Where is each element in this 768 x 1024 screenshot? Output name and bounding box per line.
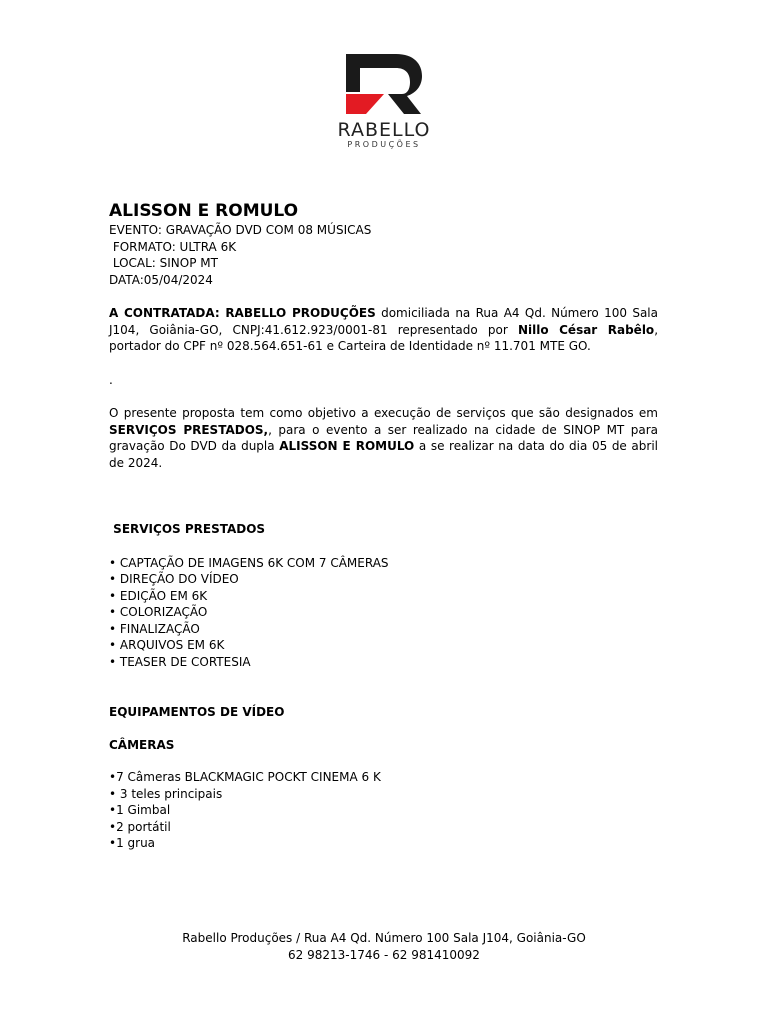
contractor-paragraph: A CONTRATADA: RABELLO PRODUÇÕES domiciliada na Rua A4 Qd. Número 100 Sala J104, Goiânia-GO, CNPJ:41.612.923/0001-81 representado por Nillo César Rabêlo, portador do CPF nº 028.564.651-61 e Carteira de Identidade nº 11.701 MTE GO. xyxy=(109,306,659,353)
services-list xyxy=(109,555,658,671)
cameras-heading: CÂMERAS xyxy=(109,737,175,752)
date-line: DATA:05/04/2024 xyxy=(109,272,213,287)
list-item: •1 grua xyxy=(109,836,156,850)
services-heading: SERVIÇOS PRESTADOS xyxy=(109,522,266,536)
list-item: • DIREÇÃO DO VÍDEO xyxy=(109,572,239,586)
event-line: EVENTO: GRAVAÇÃO DVD COM 08 MÚSICAS xyxy=(109,223,372,237)
equipment-list xyxy=(109,769,658,852)
brand-name: RABELLO xyxy=(337,119,431,141)
footer-address: Rabello Produções / Rua A4 Qd. Número 100 Sala J104, Goiânia-GO xyxy=(182,931,586,945)
list-item: • TEASER DE CORTESIA xyxy=(109,654,251,669)
document-body xyxy=(109,200,658,852)
list-item: •1 Gimbal xyxy=(109,803,171,817)
format-line: FORMATO: ULTRA 6K xyxy=(109,239,237,254)
location-line: LOCAL: SINOP MT xyxy=(109,256,218,270)
list-item: • FINALIZAÇÃO xyxy=(109,621,200,636)
footer-phones: 62 98213-1746 - 62 981410092 xyxy=(288,947,480,962)
brand-subtitle: PRODUÇÕES xyxy=(347,140,421,149)
list-item: • 3 teles principais xyxy=(109,786,223,801)
page-footer xyxy=(0,930,768,963)
list-item: •2 portátil xyxy=(109,819,171,834)
proposal-paragraph: O presente proposta tem como objetivo a execução de serviços que são designados em SERVIÇOS PRESTADOS,, para o evento a ser realizado na cidade de SINOP MT para gravação Do DVD da dupla ALISSON E ROMULO a se realizar na data do dia 05 de abril de 2024. xyxy=(109,406,658,470)
rabello-r-logo-icon xyxy=(344,52,424,118)
list-item: • CAPTAÇÃO DE IMAGENS 6K COM 7 CÂMERAS xyxy=(109,555,389,570)
list-item: •7 Câmeras BLACKMAGIC POCKT CINEMA 6 K xyxy=(109,770,381,784)
list-item: • COLORIZAÇÃO xyxy=(109,605,208,619)
contractor-label: A CONTRATADA: RABELLO PRODUÇÕES xyxy=(109,306,376,320)
equipment-heading: EQUIPAMENTOS DE VÍDEO xyxy=(109,705,285,719)
document-title: ALISSON E ROMULO xyxy=(109,201,299,221)
dot-line: . xyxy=(109,372,113,387)
representative-name: Nillo César Rabêlo xyxy=(517,322,655,337)
list-item: • EDIÇÃO EM 6K xyxy=(109,588,208,603)
company-logo xyxy=(0,52,768,150)
list-item: • ARQUIVOS EM 6K xyxy=(109,638,225,652)
